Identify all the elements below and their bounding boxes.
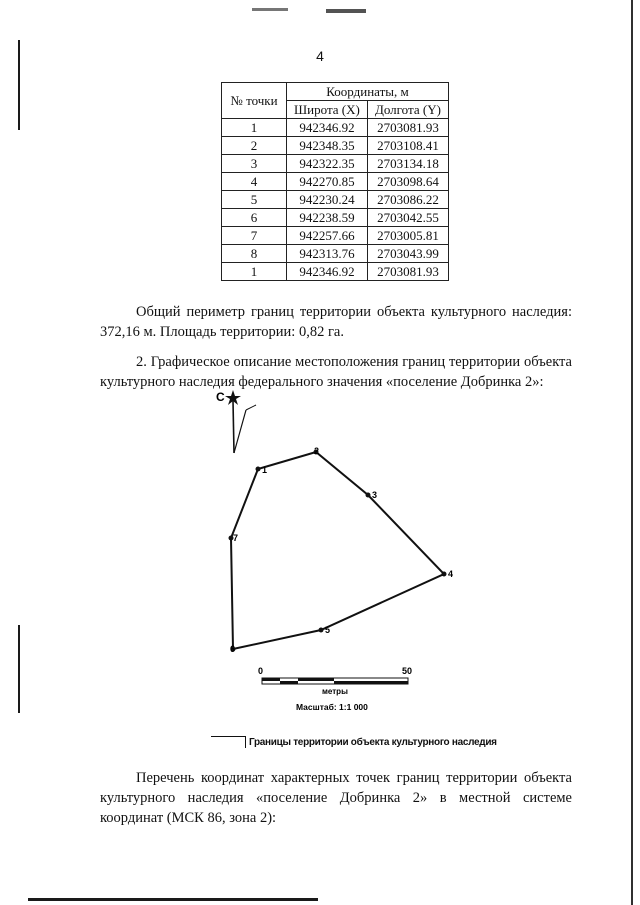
point-cell: 4 bbox=[222, 173, 287, 191]
point-4 bbox=[442, 572, 447, 577]
longitude-cell: 2703086.22 bbox=[367, 191, 448, 209]
point-label-3: 3 bbox=[372, 490, 378, 500]
latitude-cell: 942348.35 bbox=[287, 137, 368, 155]
header-latitude: Широта (X) bbox=[287, 101, 368, 119]
legend bbox=[211, 736, 497, 748]
longitude-cell: 2703043.99 bbox=[367, 245, 448, 263]
scan-mark-bottom bbox=[28, 898, 318, 901]
legend-label: Границы территории объекта культурного наследия bbox=[249, 737, 497, 748]
latitude-cell: 942270.85 bbox=[287, 173, 368, 191]
point-label-5: 5 bbox=[325, 625, 331, 635]
point-cell: 5 bbox=[222, 191, 287, 209]
header-point: № точки bbox=[222, 83, 287, 119]
boundary-line bbox=[231, 452, 444, 649]
scan-mark-left-edge-2 bbox=[18, 625, 20, 713]
north-label: С bbox=[216, 390, 225, 404]
latitude-cell: 942313.76 bbox=[287, 245, 368, 263]
latitude-cell: 942257.66 bbox=[287, 227, 368, 245]
header-longitude: Долгота (Y) bbox=[367, 101, 448, 119]
coordinate-list-paragraph: Перечень координат характерных точек границ территории объекта культурного наследия «поселение Добринка 2» в местной системе координат (МСК 86, зона 2): bbox=[100, 770, 572, 826]
scale-ratio-label: Масштаб: 1:1 000 bbox=[296, 702, 368, 712]
boundary-plan bbox=[190, 388, 470, 718]
point-label-1: 1 bbox=[262, 465, 268, 475]
scale-start-label: 0 bbox=[258, 666, 264, 676]
longitude-cell: 2703098.64 bbox=[367, 173, 448, 191]
point-cell: 8 bbox=[222, 245, 287, 263]
latitude-cell: 942346.92 bbox=[287, 263, 368, 281]
table-row bbox=[222, 119, 449, 137]
point-label-4: 4 bbox=[448, 569, 454, 579]
point-label-6: 6 bbox=[230, 644, 236, 654]
table-row bbox=[222, 209, 449, 227]
longitude-cell: 2703081.93 bbox=[367, 119, 448, 137]
point-3 bbox=[366, 493, 371, 498]
legend-boundary-swatch bbox=[211, 736, 246, 748]
latitude-cell: 942230.24 bbox=[287, 191, 368, 209]
point-cell: 1 bbox=[222, 263, 287, 281]
scan-mark-top-left bbox=[252, 8, 288, 11]
boundary-points bbox=[229, 450, 447, 652]
scan-mark-top-right bbox=[326, 9, 366, 13]
scan-mark-right-edge bbox=[631, 0, 633, 905]
point-cell: 2 bbox=[222, 137, 287, 155]
point-1 bbox=[256, 467, 261, 472]
latitude-cell: 942322.35 bbox=[287, 155, 368, 173]
longitude-cell: 2703042.55 bbox=[367, 209, 448, 227]
latitude-cell: 942346.92 bbox=[287, 119, 368, 137]
table-row bbox=[222, 245, 449, 263]
header-coordinates: Координаты, м bbox=[287, 83, 449, 101]
north-arrow bbox=[216, 390, 256, 453]
page-number: 4 bbox=[316, 48, 324, 64]
section-2-paragraph: 2. Графическое описание местоположения границ территории объекта культурного наследия федерального значения «поселение Добринка 2»: bbox=[100, 354, 572, 390]
point-label-7: 7 bbox=[233, 533, 239, 543]
point-cell: 6 bbox=[222, 209, 287, 227]
latitude-cell: 942238.59 bbox=[287, 209, 368, 227]
point-cell: 7 bbox=[222, 227, 287, 245]
longitude-cell: 2703081.93 bbox=[367, 263, 448, 281]
longitude-cell: 2703108.41 bbox=[367, 137, 448, 155]
scale-unit-label: метры bbox=[322, 687, 348, 696]
table-row bbox=[222, 227, 449, 245]
longitude-cell: 2703134.18 bbox=[367, 155, 448, 173]
table-row bbox=[222, 137, 449, 155]
table-row bbox=[222, 263, 449, 281]
point-cell: 1 bbox=[222, 119, 287, 137]
table-row bbox=[222, 191, 449, 209]
point-label-2: 2 bbox=[314, 446, 320, 456]
coordinates-table bbox=[221, 82, 449, 281]
point-cell: 3 bbox=[222, 155, 287, 173]
perimeter-paragraph: Общий периметр границ территории объекта культурного наследия: 372,16 м. Площадь территории: 0,82 га. bbox=[100, 304, 572, 340]
table-row bbox=[222, 155, 449, 173]
table-row bbox=[222, 173, 449, 191]
scale-end-label: 50 bbox=[402, 666, 413, 676]
point-5 bbox=[319, 628, 324, 633]
longitude-cell: 2703005.81 bbox=[367, 227, 448, 245]
scale-bar bbox=[258, 666, 412, 712]
